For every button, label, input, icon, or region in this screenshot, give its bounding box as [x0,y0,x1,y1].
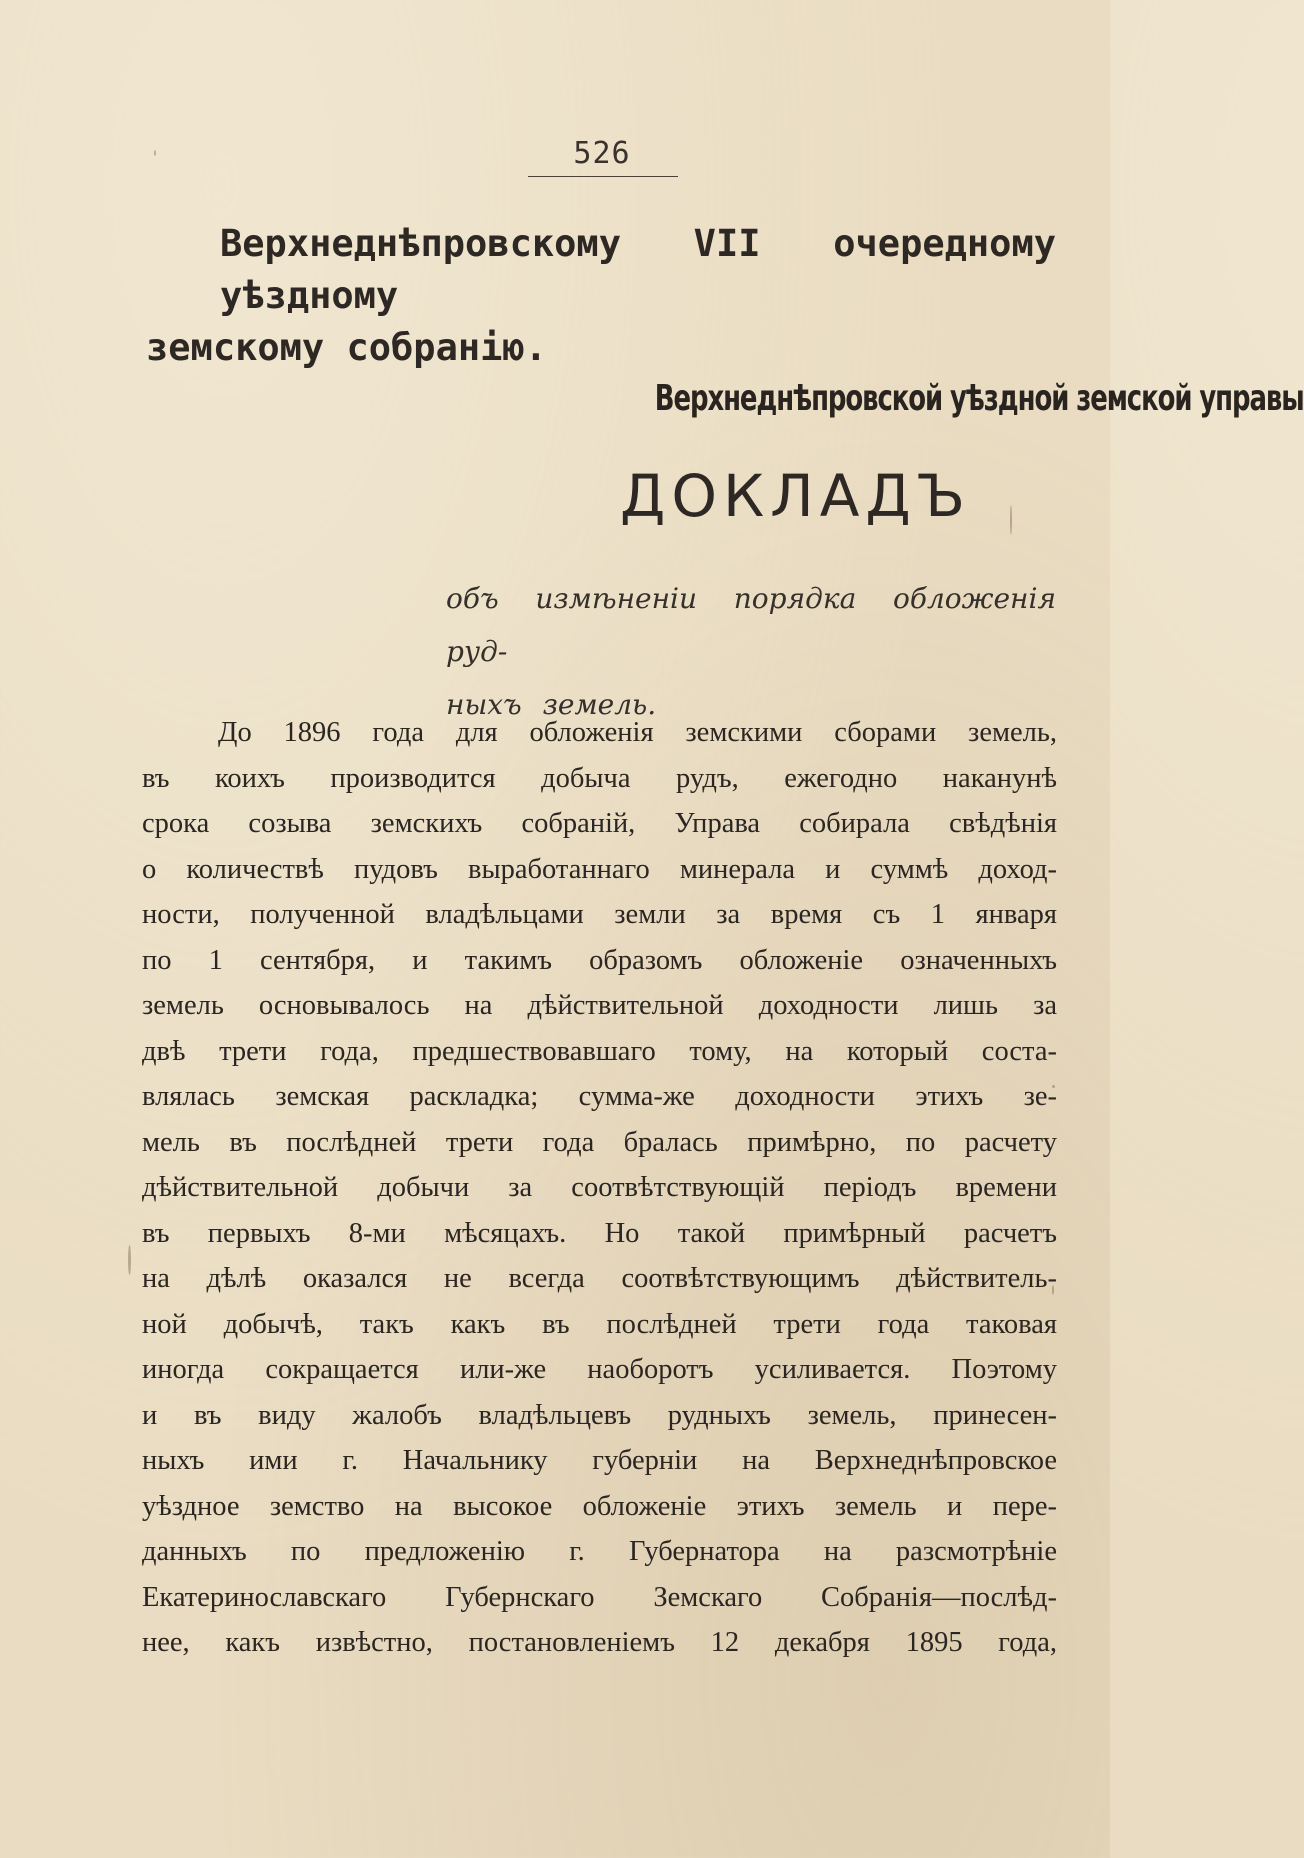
paper-speck [128,1245,131,1275]
document-subject [446,572,1056,731]
body-line: на дѣлѣ оказался не всегда соотвѣтствующимъ дѣйствитель- [142,1263,1057,1294]
body-line: иногда сокращается или-же наоборотъ усиливается. Поэтому [142,1354,1057,1385]
body-line: о количествѣ пудовъ выработаннаго минерала и суммѣ доход- [142,853,1057,885]
addressee-line-2: земскому собранію. [146,326,547,369]
paper-speck [1010,505,1012,535]
body-line: земель основывалось на дѣйствительной доходности лишь за [142,990,1057,1021]
body-line: ной добычѣ, такъ какъ въ послѣдней трети года таковая [142,1308,1057,1340]
body-line: уѣздное земство на высокое обложеніе этихъ земель и пере- [142,1490,1057,1522]
paper-speck [1052,1085,1055,1088]
paper-speck [154,150,156,156]
page-number: 526 [573,136,631,171]
body-line: по 1 сентября, и такимъ образомъ обложеніе означенныхъ [142,944,1057,976]
body-line: двѣ трети года, предшествовавшаго тому, на который соста- [142,1035,1057,1067]
body-paragraph [142,710,1057,1666]
body-line: ности, полученной владѣльцами земли за время съ 1 января [142,899,1057,930]
addressee-heading [146,218,1056,374]
issuer-heading: Верхнеднѣпровской уѣздной земской управы [654,378,1304,419]
body-line: дѣйствительной добычи за соотвѣтствующій періодъ времени [142,1172,1057,1203]
body-line: и въ виду жалобъ владѣльцевъ рудныхъ земель, принесен- [142,1399,1057,1431]
body-line: мель въ послѣдней трети года бралась примѣрно, по расчету [142,1126,1057,1158]
body-line: въ первыхъ 8-ми мѣсяцахъ. Но такой примѣрный расчетъ [142,1217,1057,1249]
addressee-line-1: Верхнеднѣпровскому VII очередному уѣздному [220,222,1056,317]
body-line: До 1896 года для обложенія земскими сборами земель, [218,717,1057,748]
body-line: срока созыва земскихъ собраній, Управа собирала свѣдѣнія [142,808,1057,839]
body-line: Екатеринославскаго Губернскаго Земскаго Собранія—послѣд- [142,1581,1057,1613]
body-line: въ коихъ производится добыча рудъ, ежегодно наканунѣ [142,762,1057,794]
paper-speck [1052,1285,1054,1295]
body-line: данныхъ по предложенію г. Губернатора на разсмотрѣніе [142,1536,1057,1567]
subject-line-2: ныхъ земель. [446,688,657,721]
document-title: ДОКЛАДЪ [620,462,972,530]
page-number-rule [528,176,678,177]
body-line: ныхъ ими г. Начальнику губерніи на Верхнеднѣпровское [142,1445,1057,1476]
body-line: влялась земская раскладка; сумма-же доходности этихъ зе- [142,1081,1057,1112]
subject-line-1: объ измѣненіи порядка обложенія руд- [446,582,1056,668]
body-line: нее, какъ извѣстно, постановленіемъ 12 декабря 1895 года, [142,1627,1057,1658]
